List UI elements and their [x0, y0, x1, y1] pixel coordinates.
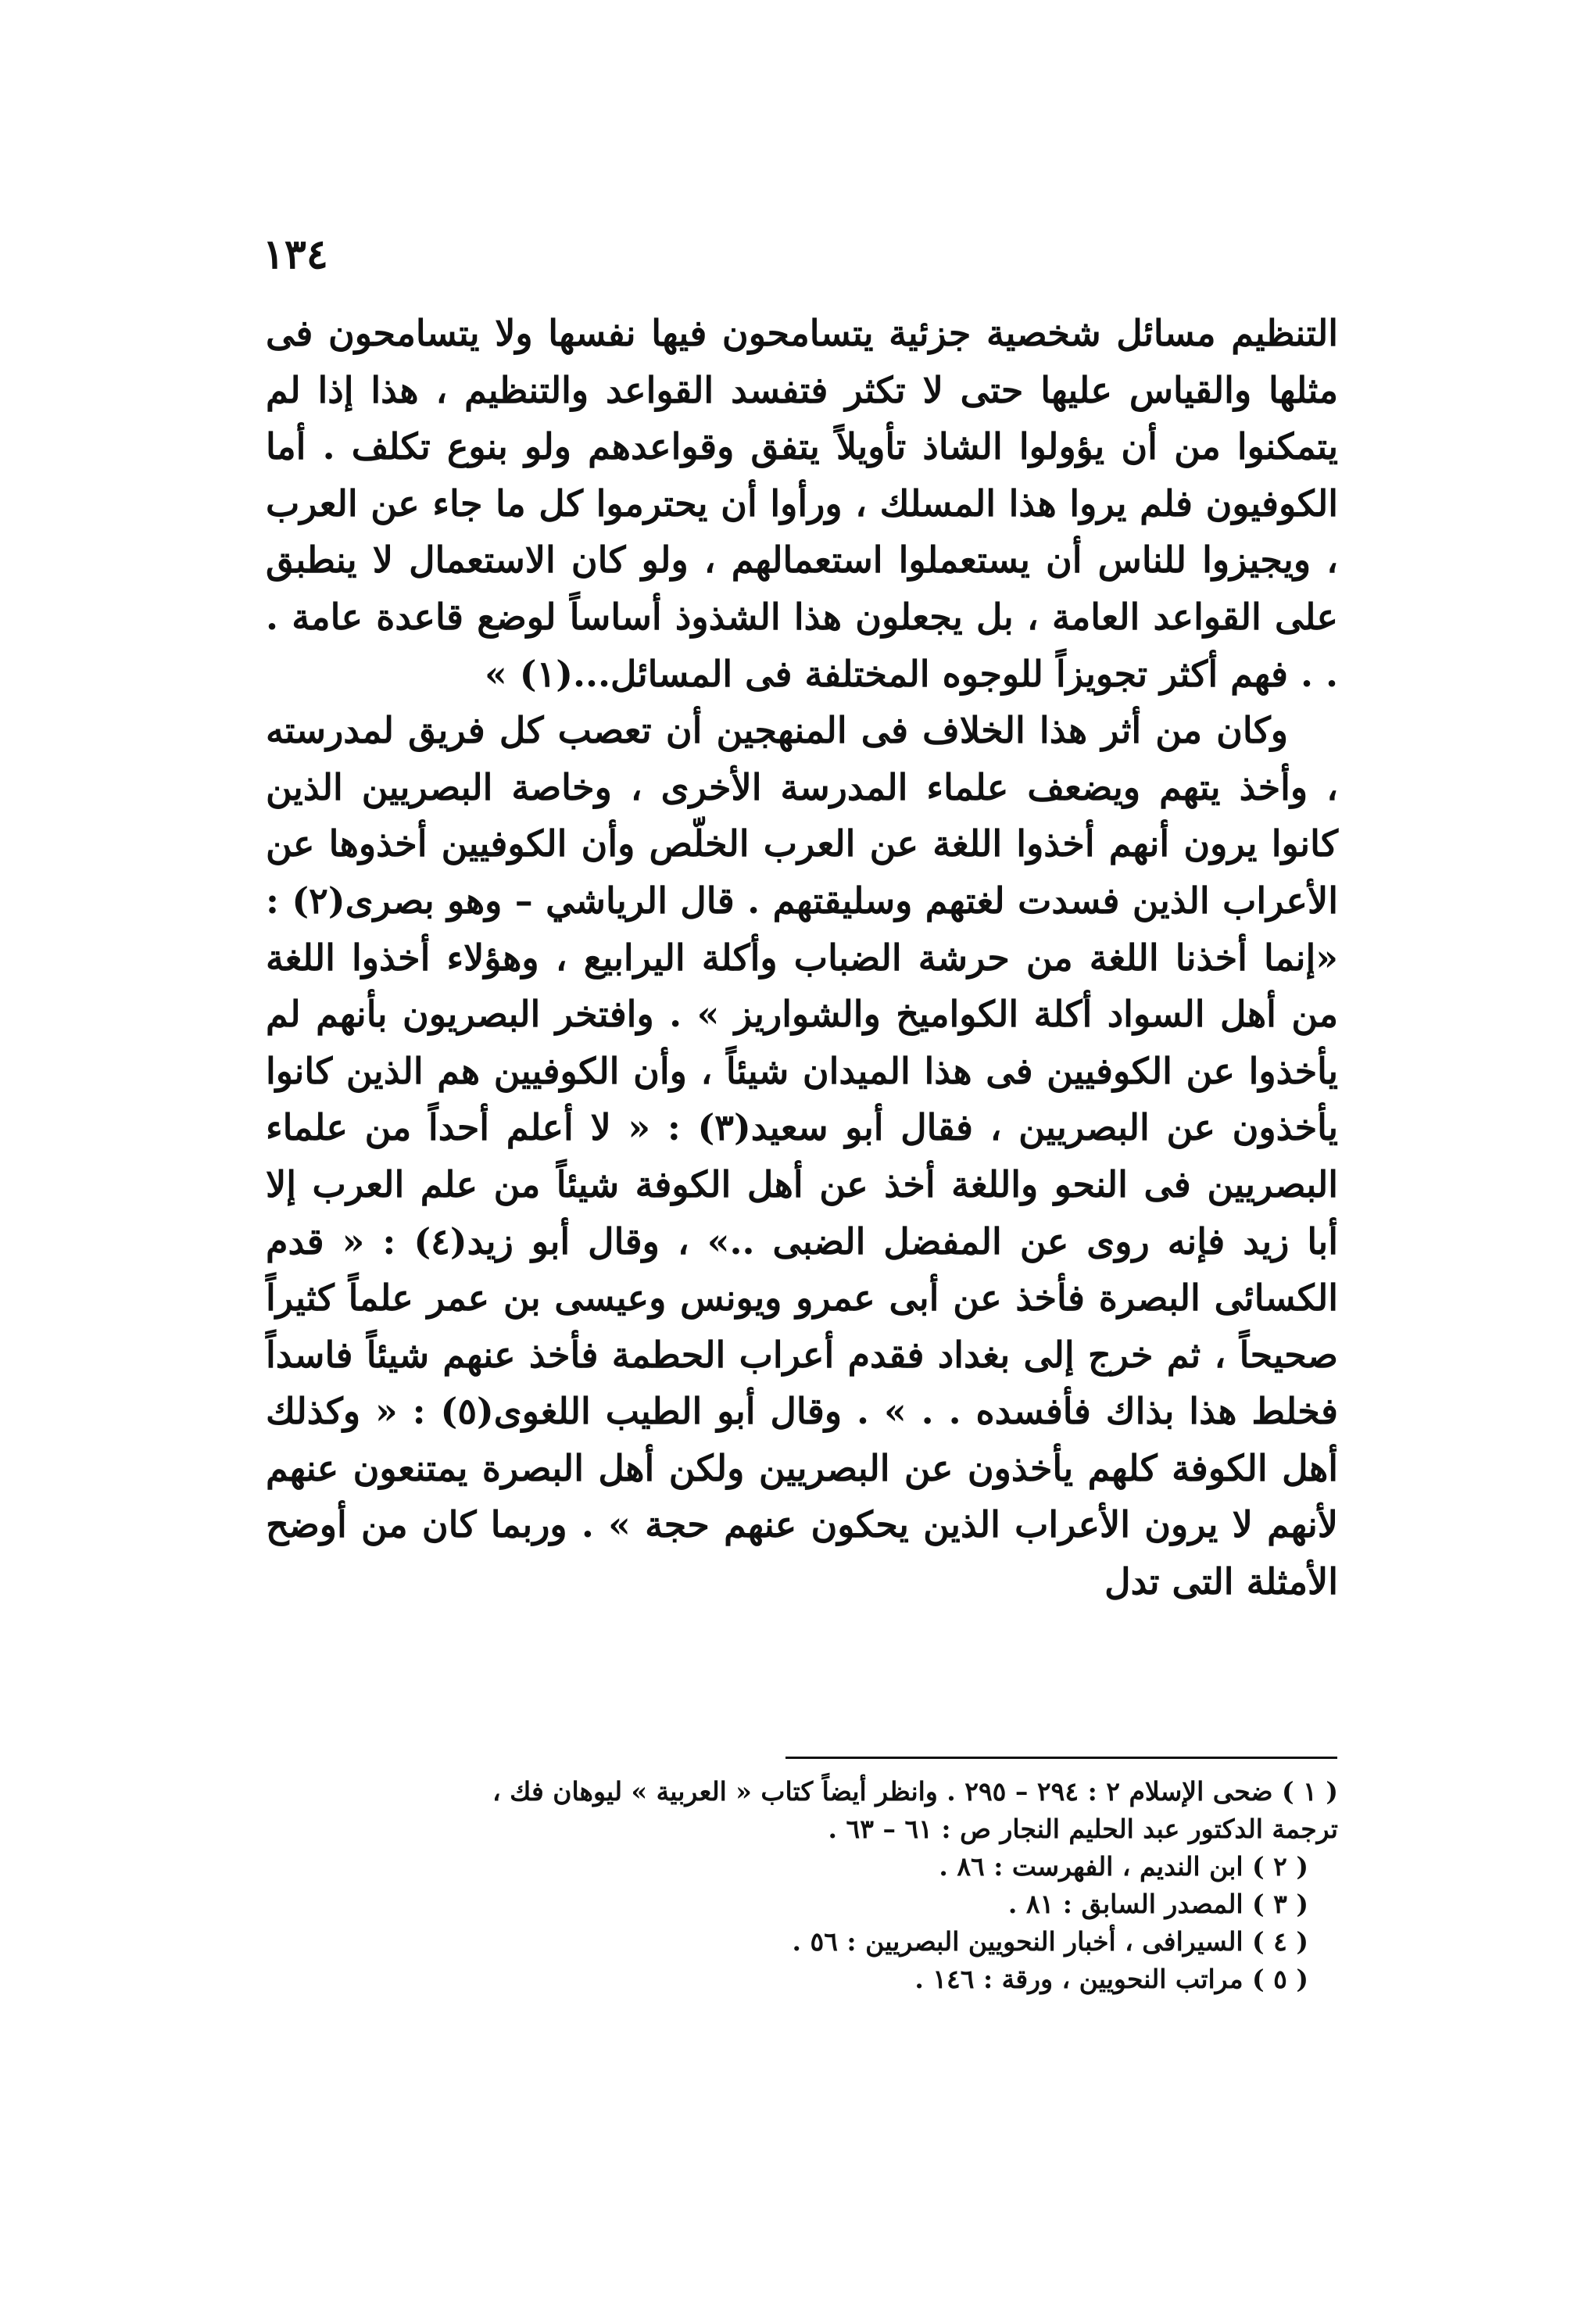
footnote-3: ( ٣ ) المصدر السابق : ٨١ . — [1007, 1889, 1308, 1919]
footnote-1-continued: ترجمة الدكتور عبد الحليم النجار ص : ٦١ – ٦٣ . — [828, 1814, 1338, 1844]
footnote-1: ( ١ ) ضحى الإسلام ٢ : ٢٩٤ – ٢٩٥ . وانظر أيضاً كتاب « العربية » ليوهان فك ، — [492, 1776, 1338, 1807]
footnote-divider — [785, 1757, 1337, 1759]
footnote-2: ( ٢ ) ابن النديم ، الفهرست : ٨٦ . — [939, 1851, 1308, 1882]
paragraph-2: وكان من أثر هذا الخلاف فى المنهجين أن تعصب كل فريق لمدرسته ، وأخذ يتهم ويضعف علماء المدرسة الأخرى ، وخاصة البصريين الذين كانوا يرون أنهم أخذوا اللغة عن العرب الخلّص وأن الكوفيين أخذوها عن الأعراب الذين فسدت لغتهم وسليقتهم . قال الرياشي – وهو بصرى(٢) : «إنما أخذنا اللغة من حرشة الضباب وأكلة اليرابيع ، وهؤلاء أخذوا اللغة من أهل السواد أكلة الكواميخ والشواريز » . وافتخر البصريون بأنهم لم يأخذوا عن الكوفيين فى هذا الميدان شيئاً ، وأن الكوفيين هم الذين كانوا يأخذون عن البصريين ، فقال أبو سعيد(٣) : « لا أعلم أحداً من علماء البصريين فى النحو واللغة أخذ عن أهل الكوفة شيئاً من علم العرب إلا أبا زيد فإنه روى عن المفضل الضبى ..» ، وقال أبو زيد(٤) : « قدم الكسائى البصرة فأخذ عن أبى عمرو ويونس وعيسى بن عمر علماً كثيراً صحيحاً ، ثم خرج إلى بغداد فقدم أعراب الحطمة فأخذ عنهم شيئاً فاسداً فخلط هذا بذاك فأفسده . . » . وقال أبو الطيب اللغوى(٥) : « وكذلك أهل الكوفة كلهم يأخذون عن البصريين ولكن أهل البصرة يمتنعون عنهم لأنهم لا يرون الأعراب الذين يحكون عنهم حجة » . وربما كان من أوضح الأمثلة التى تدل — [266, 709, 1339, 1603]
body-text — [266, 305, 1338, 1610]
footnotes — [266, 1773, 1338, 1998]
footnote-5: ( ٥ ) مراتب النحويين ، ورقة : ١٤٦ . — [914, 1964, 1308, 1994]
page-number: ١٣٤ — [263, 231, 328, 278]
paragraph-1: التنظيم مسائل شخصية جزئية يتسامحون فيها نفسها ولا يتسامحون فى مثلها والقياس عليها حتى لا تكثر فتفسد القواعد والتنظيم ، هذا إذا لم يتمكنوا من أن يؤولوا الشاذ تأويلاً يتفق وقواعدهم ولو بنوع تكلف . أما الكوفيون فلم يروا هذا المسلك ، ورأوا أن يحترموا كل ما جاء عن العرب ، ويجيزوا للناس أن يستعملوا استعمالهم ، ولو كان الاستعمال لا ينطبق على القواعد العامة ، بل يجعلون هذا الشذوذ أساساً لوضع قاعدة عامة . . . فهم أكثر تجويزاً للوجوه المختلفة فى المسائل...(١) » — [266, 312, 1338, 695]
footnote-4: ( ٤ ) السيرافى ، أخبار النحويين البصريين : ٥٦ . — [792, 1926, 1308, 1957]
